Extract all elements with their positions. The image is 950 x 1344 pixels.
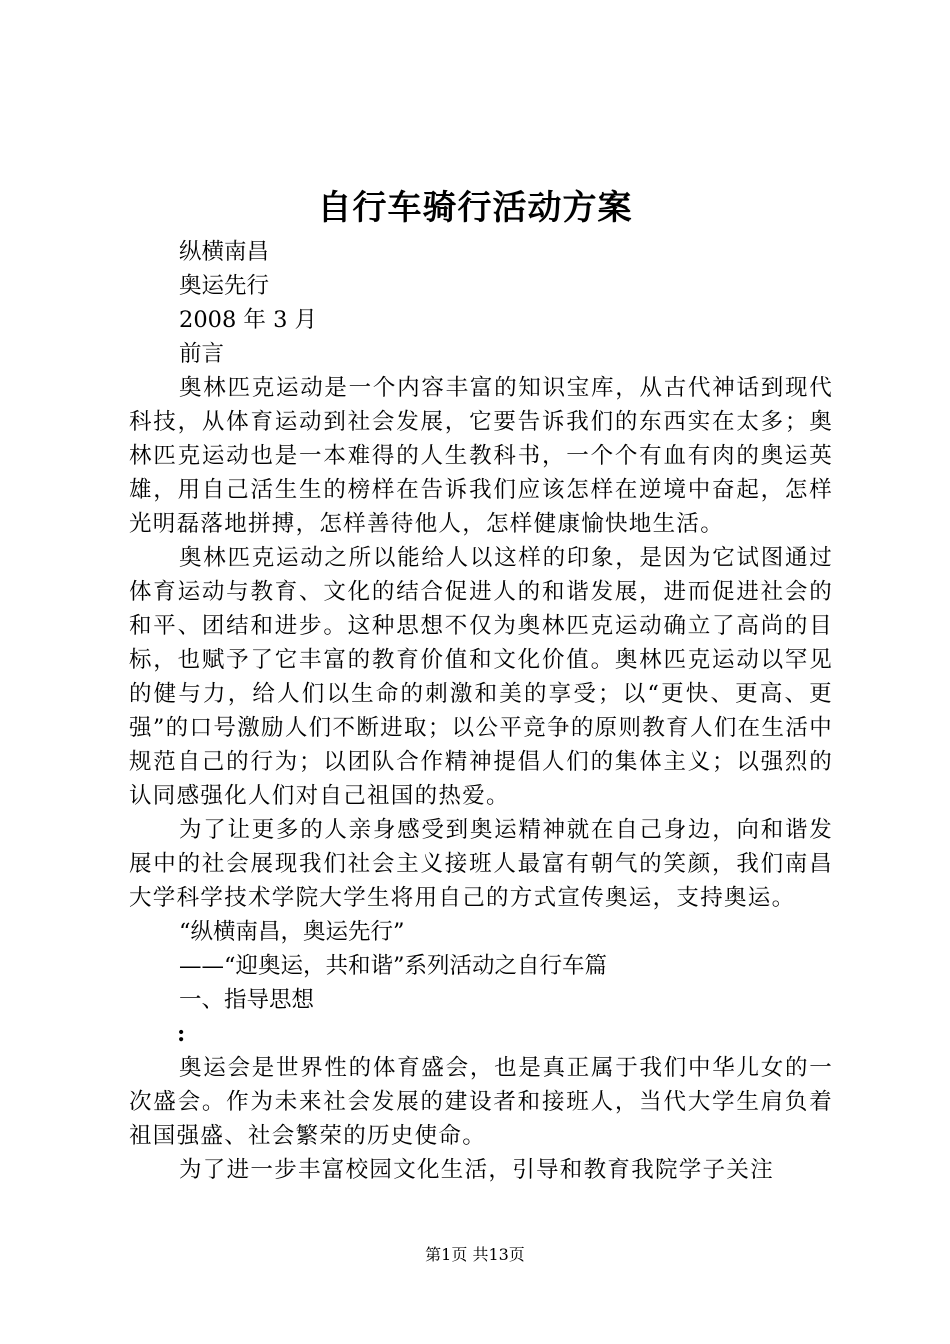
colon-line: : <box>177 1021 186 1047</box>
paragraph-campus-culture: 为了进一步丰富校园文化生活，引导和教育我院学子关注 <box>179 1157 775 1183</box>
header-line-motto: 奥运先行 <box>179 273 270 299</box>
paragraph-olympic-treasure: 奥林匹克运动是一个内容丰富的知识宝库，从古代神话到现代科技，从体育运动到社会发展，它要告诉我们的东西实在太多；奥林匹克运动也是一本难得的人生教科书，一个个有血有肉的奥运英雄，用自己活生生的榜样在告诉我们应该怎样在逆境中奋起，怎样光明磊落地拼搏，怎样善待他人，怎样健康愉快地生活。 <box>129 375 833 537</box>
slogan-line: “纵横南昌，奥运先行” <box>179 919 405 945</box>
header-line-slogan: 纵横南昌 <box>179 239 270 265</box>
document-title: 自行车骑行活动方案 <box>317 188 633 228</box>
series-line: ——“迎奥运，共和谐”系列活动之自行车篇 <box>179 953 608 979</box>
page-footer: 第1页 共13页 <box>425 1245 525 1264</box>
paragraph-olympic-impression: 奥林匹克运动之所以能给人以这样的印象，是因为它试图通过体育运动与教育、文化的结合促进人的和谐发展，进而促进社会的和平、团结和进步。这种思想不仅为奥林匹克运动确立了高尚的目标，也赋予了它丰富的教育价值和文化价值。奥林匹克运动以罕见的健与力，给人们以生命的刺激和美的享受；以“更快、更高、更强”的口号激励人们不断进取；以公平竞争的原则教育人们在生活中规范自己的行为；以团队合作精神提倡人们的集体主义；以强烈的认同感强化人们对自己祖国的热爱。 <box>129 545 833 809</box>
paragraph-olympic-event: 奥运会是世界性的体育盛会，也是真正属于我们中华儿女的一次盛会。作为未来社会发展的建设者和接班人，当代大学生肩负着祖国强盛、社会繁荣的历史使命。 <box>129 1055 833 1149</box>
header-line-preface: 前言 <box>179 341 225 367</box>
paragraph-purpose: 为了让更多的人亲身感受到奥运精神就在自己身边，向和谐发展中的社会展现我们社会主义接班人最富有朝气的笑颜，我们南昌大学科学技术学院大学生将用自己的方式宣传奥运，支持奥运。 <box>129 817 833 911</box>
document-body <box>129 235 833 1187</box>
header-line-date: 2008 年 3 月 <box>179 307 318 333</box>
section-heading: 一、指导思想 <box>179 987 315 1013</box>
